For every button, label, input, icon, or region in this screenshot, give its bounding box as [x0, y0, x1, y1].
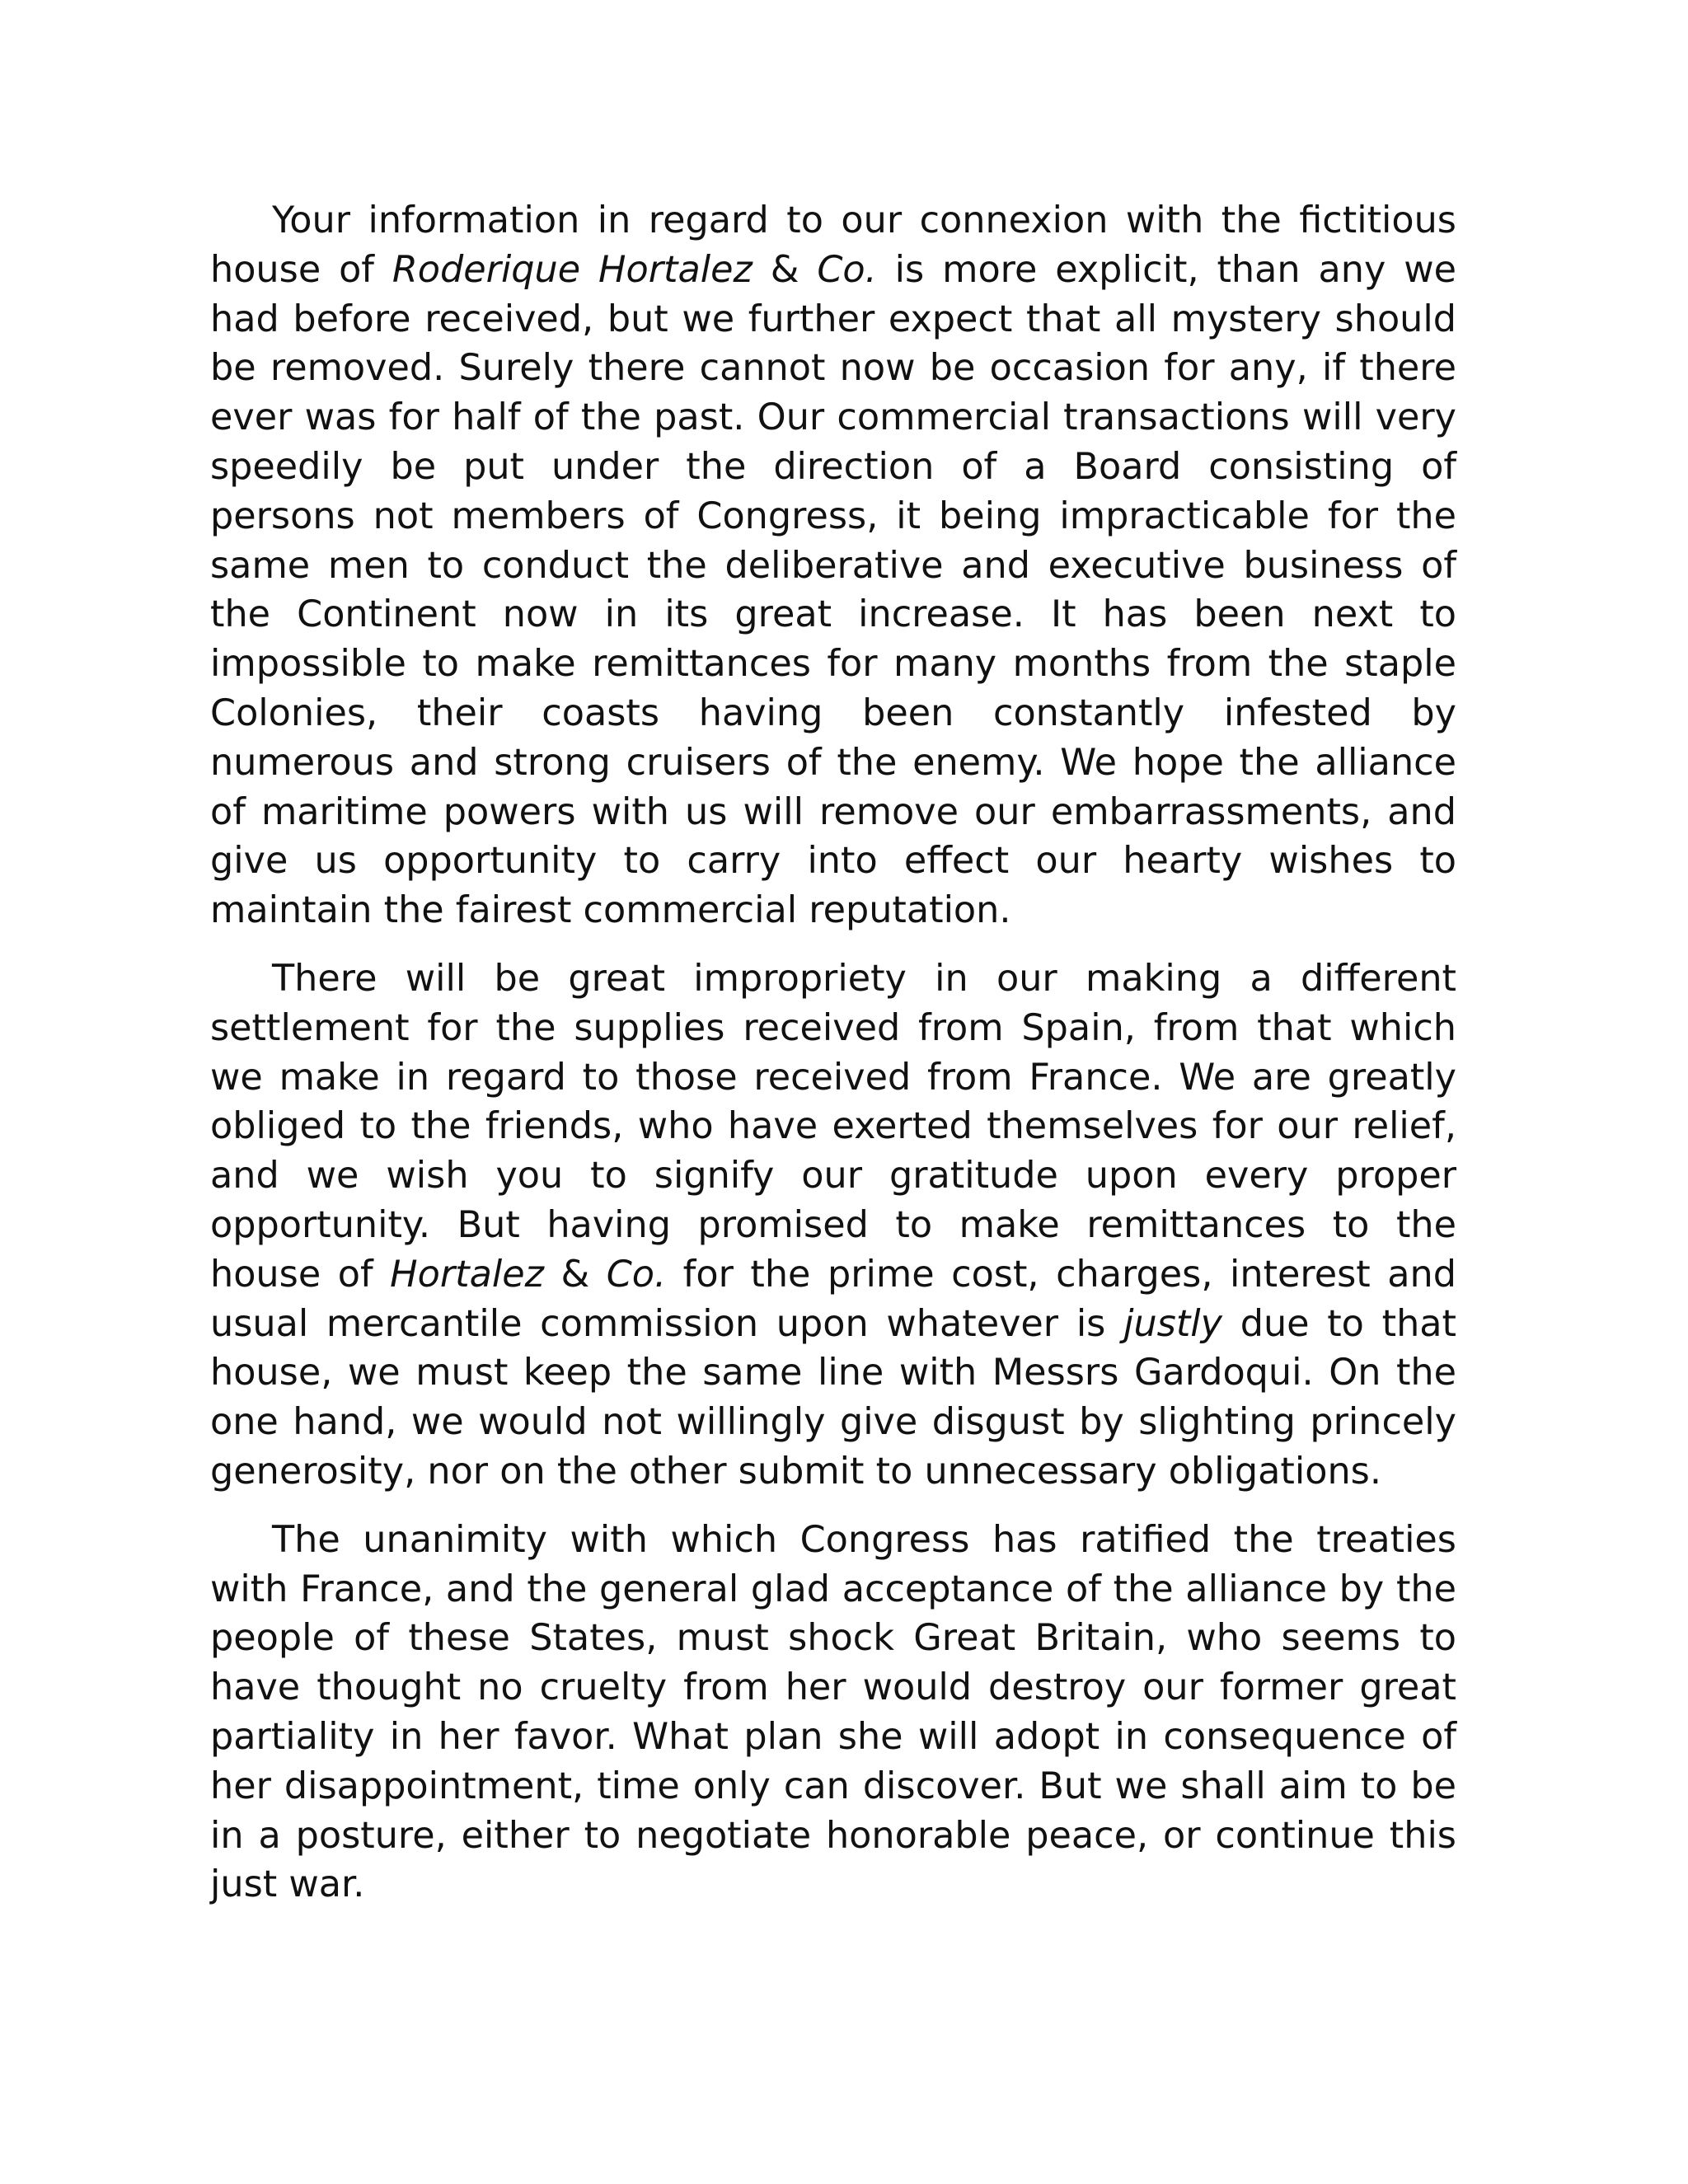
- text-run: for the prime cost, charges, interest and usual mercantile commission upon whatever is: [210, 1253, 1456, 1345]
- italic-text-run: justly: [1123, 1302, 1222, 1345]
- italic-text-run: Co.: [817, 248, 877, 291]
- text-run: Your information in regard to our connexion with the fictitious house of: [210, 199, 1456, 291]
- document-page: [210, 196, 1456, 1929]
- text-run: The unanimity with which Congress has ratified the treaties with France, and the general glad acceptance of the alliance by the people of these States, must shock Great Britain, who seems to have thought no cruelty from her would destroy our former great partiality in her favor. What plan she will adopt in consequence of her disappointment, time only can discover. But we shall aim to be in a posture, either to negotiate honorable peace, or continue this just war.: [210, 1518, 1456, 1906]
- paragraph-1: [210, 196, 1456, 935]
- paragraph-3: [210, 1516, 1456, 1910]
- text-run: due to that house, we must keep the same line with Messrs Gardoqui. On the one hand, we would not willingly give disgust by slighting princely generosity, nor on the other submit to unnecessary obligations.: [210, 1302, 1456, 1493]
- italic-text-run: Hortalez: [390, 1253, 544, 1296]
- text-run: &: [543, 1253, 607, 1296]
- text-run: There will be great impropriety in our making a different settlement for the supplies received from Spain, from that which we make in regard to those received from France. We are greatly obliged to the friends, who have exerted themselves for our relief, and we wish you to signify our gratitude upon every proper opportunity. But having promised to make remittances to the house of: [210, 957, 1456, 1296]
- paragraph-2: [210, 954, 1456, 1497]
- text-run: is more explicit, than any we had before received, but we further expect that all mystery should be removed. Surely there cannot now be occasion for any, if there ever was for half of the past. Our commercial transactions will very speedily be put under the direction of a Board consisting of persons not members of Congress, it being impracticable for the same men to conduct the deliberative and executive business of the Continent now in its great increase. It has been next to impossible to make remittances for many months from the staple Colonies, their coasts having been constantly infested by numerous and strong cruisers of the enemy. We hope the alliance of maritime powers with us will remove our embarrassments, and give us opportunity to carry into effect our hearty wishes to maintain the fairest commercial reputation.: [210, 248, 1456, 932]
- text-run: &: [752, 248, 818, 291]
- italic-text-run: Roderique Hortalez: [392, 248, 753, 291]
- italic-text-run: Co.: [606, 1253, 667, 1296]
